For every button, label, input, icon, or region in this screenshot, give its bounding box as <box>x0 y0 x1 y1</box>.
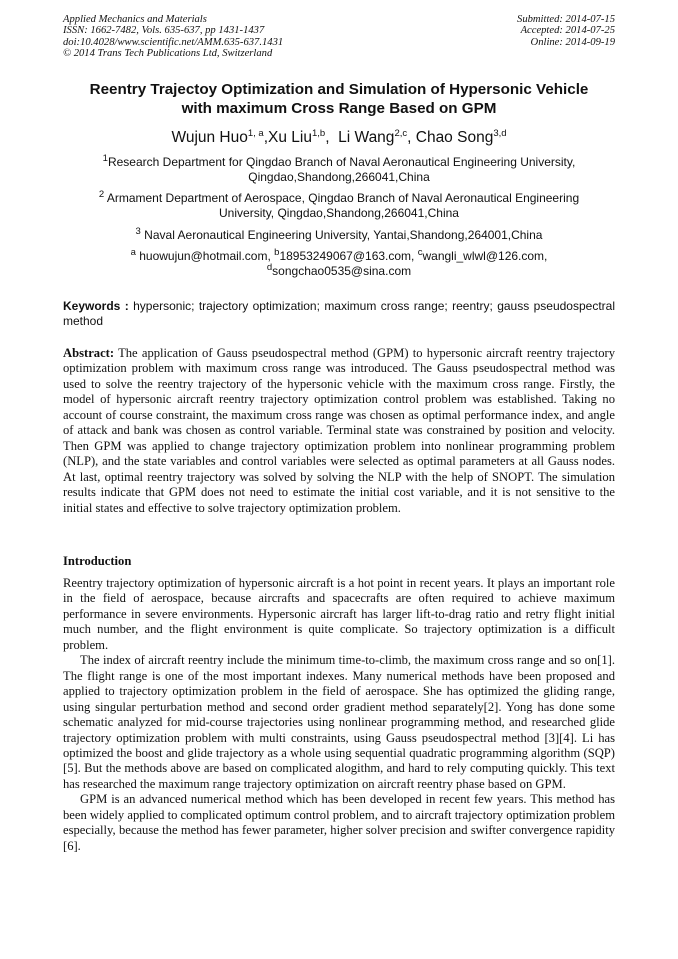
affiliation-line: Qingdao,Shandong,266041,China <box>248 170 430 185</box>
email-a: huowujun@hotmail.com, <box>135 249 275 263</box>
affiliation-1 <box>63 155 615 186</box>
abstract <box>63 346 615 516</box>
abstract-label: Abstract: <box>63 346 115 360</box>
email-sup: b <box>274 247 280 258</box>
email-sup: a <box>130 247 136 258</box>
online-date: Online: 2014-09-19 <box>530 36 615 48</box>
journal-doi: doi:10.4028/www.scientific.net/AMM.635-637.1431 <box>63 36 284 48</box>
journal-issn: ISSN: 1662-7482, Vols. 635-637, pp 1431-1437 <box>63 25 265 37</box>
journal-header-right <box>517 14 615 48</box>
title-line-1: Reentry Trajectoy Optimization and Simulation of Hypersonic Vehicle <box>89 81 589 98</box>
author-sup: 2,c <box>394 127 408 139</box>
paragraph: The index of aircraft reentry include the minimum time-to-climb, the maximum cross range and so on[1]. The flight range is one of the most important indexes. Many numerical methods have been proposed and applied to trajectory optimization problem in the field of aerospace. She has optimized the gliding range, using singular perturbation method and second order gradient method separately[2]. Yong has done some schematic analyzed for mid-course trajectories using nonlinear programming method, and researched glide trajectory optimization problem with multi constraints, using Gauss pseudospectral method [3][4]. Li has optimized the boost and glide trajectory as a whole using sequential quadratic programming algorithm (SQP)[5]. But the methods above are based on complicated alogithm, and hard to rely computing quickly. This text has researched the maximum range trajectory optimization on aircraft reentry phase based on GPM. <box>63 653 615 791</box>
accepted-date: Accepted: 2014-07-25 <box>520 25 615 37</box>
author-sup: 3,d <box>493 127 507 139</box>
title-line-2: with maximum Cross Range Based on GPM <box>181 100 497 117</box>
abstract-text: The application of Gauss pseudospectral method (GPM) to hypersonic aircraft reentry trajectory optimization problem with maximum cross range was introduced. The Gauss pseudospectral method was used to solve the reentry trajectory of the hypersonic vehicle with the maximum cross range. Firstly, the model of hypersonic aircraft reentry trajectory optimization control problem was established. Taking no account of course constraint, the maximum cross range was chosen as optimal performance index, and angle of attack and bank was chosen as control variable. Terminal state was constrained by position and velocity. Then GPM was applied to change trajectory optimization problem into nonlinear programming problem (NLP), and the state variables and control variables were selected as optimal parameters at all Gauss nodes. At last, optimal reentry trajectory was solved by solving the NLP with the help of SNOPT. The simulation results indicate that GPM does not need to estimate the initial cost variable, and it is not sensitive to the initial states and effective to solve trajectory optimization problem. <box>63 346 615 515</box>
affiliation-line: Naval Aeronautical Engineering University, Yantai,Shandong,264001,China <box>140 228 543 242</box>
email-list <box>63 249 615 280</box>
author-sup: 1,b <box>312 127 326 139</box>
paragraph: GPM is an advanced numerical method which has been developed in recent few years. This method has been widely applied to complicated optimum control problem, and to aircraft trajectory optimization problem especially, because the method has fewer parameter, higher solver precision and swifter convergence rapidity [6]. <box>63 792 615 853</box>
author-name: Chao Song <box>415 129 494 146</box>
introduction-heading: Introduction <box>63 554 132 568</box>
author-name: Xu Liu <box>268 129 312 146</box>
author-sep: , <box>263 129 269 146</box>
journal-copyright: © 2014 Trans Tech Publications Ltd, Switzerland <box>63 47 273 59</box>
author-sep: , <box>407 129 416 146</box>
journal-name: Applied Mechanics and Materials <box>63 14 207 25</box>
journal-header-left <box>63 14 283 59</box>
affiliation-2 <box>63 191 615 222</box>
introduction-body <box>63 576 615 854</box>
email-sup: c <box>417 247 423 258</box>
affiliation-num: 3 <box>135 226 141 237</box>
keywords-text: hypersonic; trajectory optimization; maximum cross range; reentry; gauss pseudospectral method <box>63 299 615 329</box>
affiliation-3 <box>63 228 615 243</box>
author-name: Wujun Huo <box>171 129 248 146</box>
keywords-label: Keywords <box>63 299 121 313</box>
submitted-date: Submitted: 2014-07-15 <box>517 14 615 25</box>
email-b: 18953249067@163.com, <box>279 249 418 263</box>
affiliation-line: Armament Department of Aerospace, Qingdao Branch of Naval Aeronautical Engineering <box>104 191 580 205</box>
author-name: Li Wang <box>338 129 395 146</box>
affiliation-line: Research Department for Qingdao Branch of Naval Aeronautical Engineering University, <box>107 155 576 169</box>
keywords-colon: : <box>120 299 134 313</box>
author-sup: 1, a <box>247 127 264 139</box>
affiliation-line: University, Qingdao,Shandong,266041,China <box>219 206 459 221</box>
author-list <box>63 129 615 147</box>
affiliation-num: 1 <box>102 153 108 164</box>
email-c: wangli_wlwl@126.com, <box>422 249 548 263</box>
email-sup: d <box>266 262 273 274</box>
paragraph: Reentry trajectory optimization of hypersonic aircraft is a hot point in recent years. It plays an important role in the field of aerospace, because aircrafts and spacecrafts are often required to achieve maximum performance in severe environments. Hypersonic aircraft has larger lift-to-drag ratio and retry flight initial much number, and the flight environment is quite complicate. So trajectory optimization is a difficult problem. <box>63 576 615 652</box>
affiliation-num: 2 <box>98 189 105 200</box>
email-d: songchao0535@sina.com <box>272 264 412 279</box>
author-sep: , <box>325 129 339 146</box>
paper-title <box>63 80 615 118</box>
keywords <box>63 299 615 330</box>
